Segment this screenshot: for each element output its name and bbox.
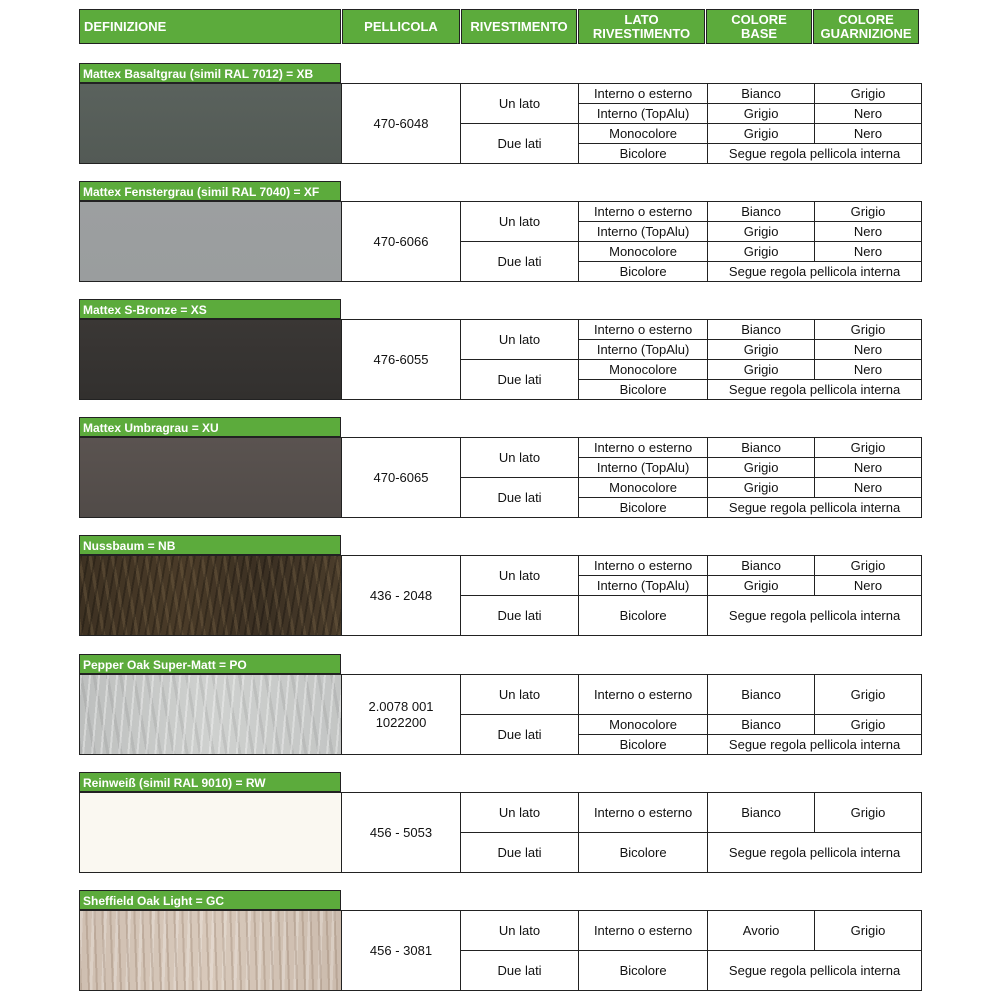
product-label: Nussbaum = NB — [79, 535, 341, 555]
base-cell: Bianco — [708, 202, 815, 222]
base-cell: Grigio — [708, 124, 815, 144]
guarnizione-cell: Grigio — [815, 675, 922, 715]
lato-cell: Monocolore — [579, 715, 708, 735]
guarnizione-cell: Grigio — [815, 715, 922, 735]
pellicola-cell: 456 - 3081 — [342, 911, 461, 991]
lato-cell: Interno o esterno — [579, 675, 708, 715]
wood-texture-swatch — [79, 674, 342, 755]
base-cell: Bianco — [708, 438, 815, 458]
lato-cell: Interno o esterno — [579, 793, 708, 833]
lato-cell: Interno (TopAlu) — [579, 576, 708, 596]
lato-cell: Bicolore — [579, 498, 708, 518]
guarnizione-cell: Grigio — [815, 793, 922, 833]
rule-cell: Segue regola pellicola interna — [708, 380, 922, 400]
lato-cell: Bicolore — [579, 735, 708, 755]
pellicola-cell: 436 - 2048 — [342, 556, 461, 636]
base-cell: Grigio — [708, 222, 815, 242]
header-lato-rivestimento: LATO RIVESTIMENTO — [578, 9, 705, 44]
rivestimento-cell: Un lato — [461, 675, 579, 715]
base-cell: Grigio — [708, 576, 815, 596]
lato-cell: Interno (TopAlu) — [579, 458, 708, 478]
product-table — [341, 555, 922, 636]
lato-cell: Bicolore — [579, 833, 708, 873]
product-table — [341, 910, 922, 991]
lato-cell: Interno o esterno — [579, 202, 708, 222]
lato-cell: Interno o esterno — [579, 438, 708, 458]
lato-cell: Bicolore — [579, 262, 708, 282]
lato-cell: Bicolore — [579, 596, 708, 636]
lato-cell: Monocolore — [579, 124, 708, 144]
base-cell: Grigio — [708, 360, 815, 380]
product-table — [341, 201, 922, 282]
product-table — [341, 674, 922, 755]
base-cell: Bianco — [708, 556, 815, 576]
lato-cell: Interno o esterno — [579, 556, 708, 576]
base-cell: Grigio — [708, 242, 815, 262]
lato-cell: Monocolore — [579, 242, 708, 262]
header-pellicola: PELLICOLA — [342, 9, 460, 44]
header-colore-base: COLORE BASE — [706, 9, 812, 44]
guarnizione-cell: Grigio — [815, 556, 922, 576]
rivestimento-cell: Un lato — [461, 320, 579, 360]
product-block-nb — [79, 535, 922, 635]
lato-cell: Bicolore — [579, 144, 708, 164]
lato-cell: Monocolore — [579, 478, 708, 498]
product-label: Mattex Umbragrau = XU — [79, 417, 341, 437]
lato-cell: Interno (TopAlu) — [579, 222, 708, 242]
lato-cell: Interno (TopAlu) — [579, 104, 708, 124]
base-cell: Bianco — [708, 675, 815, 715]
guarnizione-cell: Nero — [815, 458, 922, 478]
guarnizione-cell: Nero — [815, 104, 922, 124]
lato-cell: Interno o esterno — [579, 911, 708, 951]
rivestimento-cell: Due lati — [461, 478, 579, 518]
lato-cell: Interno (TopAlu) — [579, 340, 708, 360]
base-cell: Grigio — [708, 104, 815, 124]
rule-cell: Segue regola pellicola interna — [708, 951, 922, 991]
header-colore-guarnizione: COLORE GUARNIZIONE — [813, 9, 919, 44]
table-row — [342, 202, 922, 222]
guarnizione-cell: Nero — [815, 124, 922, 144]
rivestimento-cell: Un lato — [461, 84, 579, 124]
product-block-xb — [79, 63, 922, 163]
color-swatch — [79, 83, 342, 164]
table-header — [79, 9, 920, 44]
base-cell: Avorio — [708, 911, 815, 951]
guarnizione-cell: Grigio — [815, 202, 922, 222]
guarnizione-cell: Grigio — [815, 911, 922, 951]
rivestimento-cell: Due lati — [461, 715, 579, 755]
product-block-rw — [79, 772, 922, 872]
rivestimento-cell: Un lato — [461, 202, 579, 242]
guarnizione-cell: Nero — [815, 478, 922, 498]
lato-cell: Bicolore — [579, 380, 708, 400]
rule-cell: Segue regola pellicola interna — [708, 498, 922, 518]
rule-cell: Segue regola pellicola interna — [708, 735, 922, 755]
lato-cell: Monocolore — [579, 360, 708, 380]
base-cell: Bianco — [708, 715, 815, 735]
pellicola-cell: 2.0078 001 1022200 — [342, 675, 461, 755]
product-table — [341, 792, 922, 873]
guarnizione-cell: Nero — [815, 576, 922, 596]
rivestimento-cell: Due lati — [461, 360, 579, 400]
color-swatch — [79, 437, 342, 518]
lato-cell: Bicolore — [579, 951, 708, 991]
product-table — [341, 437, 922, 518]
product-label: Mattex S-Bronze = XS — [79, 299, 341, 319]
product-label: Pepper Oak Super-Matt = PO — [79, 654, 341, 674]
guarnizione-cell: Nero — [815, 340, 922, 360]
table-row — [342, 556, 922, 576]
base-cell: Grigio — [708, 340, 815, 360]
rule-cell: Segue regola pellicola interna — [708, 596, 922, 636]
color-swatch — [79, 201, 342, 282]
base-cell: Bianco — [708, 84, 815, 104]
pellicola-cell: 476-6055 — [342, 320, 461, 400]
product-block-xs — [79, 299, 922, 399]
pellicola-cell: 456 - 5053 — [342, 793, 461, 873]
product-label: Mattex Basaltgrau (simil RAL 7012) = XB — [79, 63, 341, 83]
color-swatch — [79, 319, 342, 400]
guarnizione-cell: Grigio — [815, 438, 922, 458]
wood-texture-swatch — [79, 555, 342, 636]
table-row — [342, 438, 922, 458]
color-swatch — [79, 792, 342, 873]
rule-cell: Segue regola pellicola interna — [708, 144, 922, 164]
product-block-xf — [79, 181, 922, 281]
product-table — [341, 319, 922, 400]
rivestimento-cell: Un lato — [461, 556, 579, 596]
base-cell: Grigio — [708, 458, 815, 478]
guarnizione-cell: Nero — [815, 242, 922, 262]
rivestimento-cell: Due lati — [461, 833, 579, 873]
header-rivestimento: RIVESTIMENTO — [461, 9, 577, 44]
wood-texture-swatch — [79, 910, 342, 991]
guarnizione-cell: Grigio — [815, 320, 922, 340]
header-definizione: DEFINIZIONE — [79, 9, 341, 44]
product-block-gc — [79, 890, 922, 990]
base-cell: Bianco — [708, 793, 815, 833]
product-label: Mattex Fenstergrau (simil RAL 7040) = XF — [79, 181, 341, 201]
product-block-po — [79, 654, 922, 754]
pellicola-cell: 470-6065 — [342, 438, 461, 518]
guarnizione-cell: Nero — [815, 360, 922, 380]
rivestimento-cell: Due lati — [461, 242, 579, 282]
product-label: Sheffield Oak Light = GC — [79, 890, 341, 910]
rivestimento-cell: Due lati — [461, 596, 579, 636]
pellicola-cell: 470-6048 — [342, 84, 461, 164]
lato-cell: Interno o esterno — [579, 84, 708, 104]
table-row — [342, 320, 922, 340]
product-table — [341, 83, 922, 164]
pellicola-cell: 470-6066 — [342, 202, 461, 282]
base-cell: Bianco — [708, 320, 815, 340]
rivestimento-cell: Un lato — [461, 793, 579, 833]
guarnizione-cell: Grigio — [815, 84, 922, 104]
guarnizione-cell: Nero — [815, 222, 922, 242]
rivestimento-cell: Un lato — [461, 911, 579, 951]
base-cell: Grigio — [708, 478, 815, 498]
rivestimento-cell: Un lato — [461, 438, 579, 478]
product-block-xu — [79, 417, 922, 517]
rivestimento-cell: Due lati — [461, 124, 579, 164]
rule-cell: Segue regola pellicola interna — [708, 262, 922, 282]
rule-cell: Segue regola pellicola interna — [708, 833, 922, 873]
table-row — [342, 84, 922, 104]
product-label: Reinweiß (simil RAL 9010) = RW — [79, 772, 341, 792]
lato-cell: Interno o esterno — [579, 320, 708, 340]
rivestimento-cell: Due lati — [461, 951, 579, 991]
